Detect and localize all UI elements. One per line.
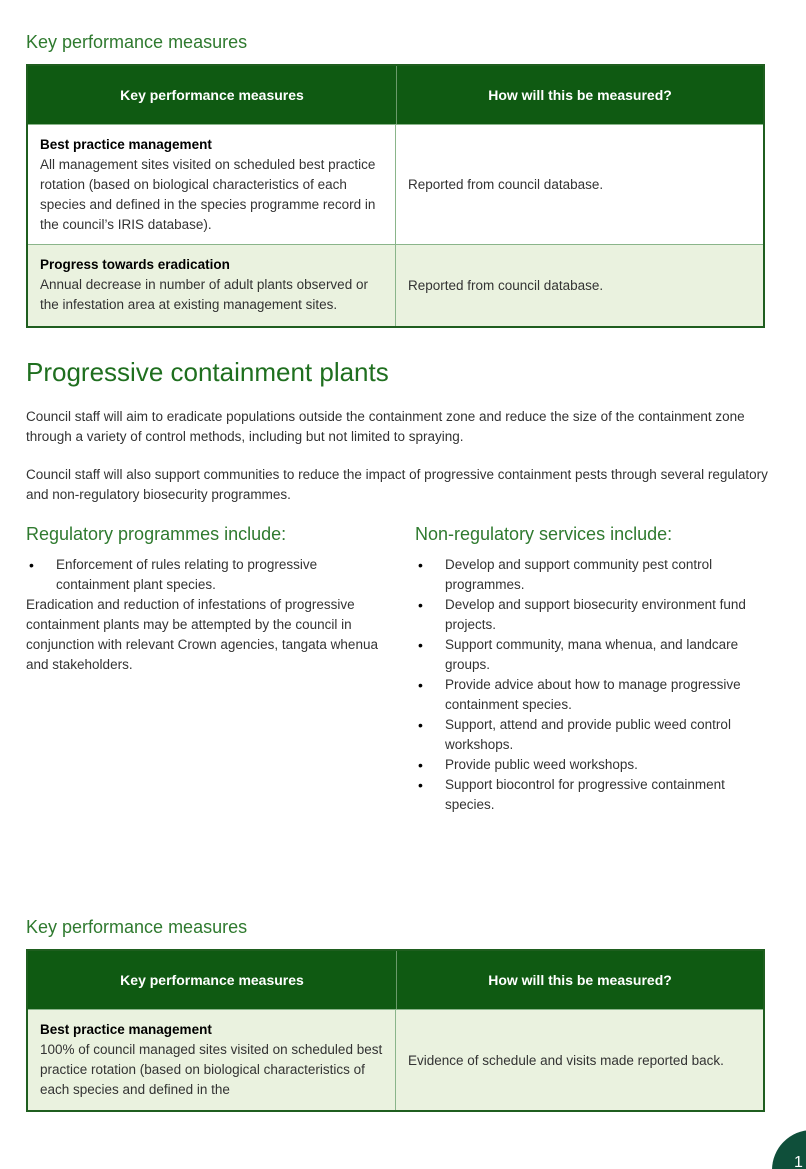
non-regulatory-heading: Non-regulatory services include:: [415, 524, 673, 544]
list-item: • Provide advice about how to manage progressive containment species.: [415, 675, 770, 715]
kpm-table-1: [26, 64, 765, 328]
measure-cell: [28, 125, 396, 244]
kpm-heading-1: Key performance measures: [26, 32, 248, 52]
list-item: • Provide public weed workshops.: [415, 755, 770, 775]
col-header-how-measured: How will this be measured?: [488, 87, 672, 103]
table-row: [28, 124, 763, 244]
page-number-badge: [772, 1130, 806, 1169]
list-item: • Develop and support biosecurity environment fund projects.: [415, 595, 770, 635]
list-item: • Support biocontrol for progressive containment species.: [415, 775, 770, 815]
list-item: • Enforcement of rules relating to progressive containment plant species.: [26, 555, 391, 595]
kpm-heading-2: Key performance measures: [26, 917, 248, 937]
measure-description: All management sites visited on scheduled best practice rotation (based on biological characteristics of each species and defined in the species programme record in the council’s IRIS database).: [40, 157, 376, 232]
col-header-how-measured: How will this be measured?: [488, 972, 672, 988]
list-item: • Support, attend and provide public weed control workshops.: [415, 715, 770, 755]
measure-title: Best practice management: [40, 1022, 212, 1037]
measure-cell: [28, 245, 396, 326]
measure-method: Reported from council database.: [408, 278, 604, 293]
regulatory-column: [26, 523, 391, 675]
table-row: [28, 244, 763, 326]
measure-title: Best practice management: [40, 137, 212, 152]
non-regulatory-list: [415, 555, 770, 815]
measure-title: Progress towards eradication: [40, 257, 230, 272]
page-number: 1: [794, 1154, 803, 1169]
measure-description: 100% of council managed sites visited on scheduled best practice rotation (based on biological characteristics of each species and defined in the: [40, 1042, 383, 1097]
list-item: • Develop and support community pest control programmes.: [415, 555, 770, 595]
non-regulatory-column: [415, 523, 770, 815]
support-paragraph: Council staff will also support communities to reduce the impact of progressive containment pests through several regulatory and non-regulatory biosecurity programmes.: [26, 467, 768, 502]
section-title: Progressive containment plants: [26, 357, 389, 387]
measure-cell: [28, 1010, 396, 1110]
list-item: • Support community, mana whenua, and landcare groups.: [415, 635, 770, 675]
kpm-table-header: [28, 66, 763, 124]
regulatory-list: [26, 555, 391, 595]
table-row: [28, 1009, 763, 1110]
kpm-table-header: [28, 951, 763, 1009]
intro-paragraph: Council staff will aim to eradicate populations outside the containment zone and reduce the size of the containment zone through a variety of control methods, including but not limited to spraying.: [26, 409, 745, 444]
col-header-measures: Key performance measures: [120, 972, 304, 988]
measure-description: Annual decrease in number of adult plants observed or the infestation area at existing management sites.: [40, 277, 368, 312]
col-header-measures: Key performance measures: [120, 87, 304, 103]
regulatory-heading: Regulatory programmes include:: [26, 524, 287, 544]
regulatory-text: Eradication and reduction of infestations of progressive containment plants may be attempted by the council in conjunction with relevant Crown agencies, tangata whenua and stakeholders.: [26, 597, 378, 672]
measure-method: Evidence of schedule and visits made reported back.: [408, 1052, 724, 1068]
measure-method: Reported from council database.: [408, 177, 604, 192]
kpm-table-2: [26, 949, 765, 1112]
